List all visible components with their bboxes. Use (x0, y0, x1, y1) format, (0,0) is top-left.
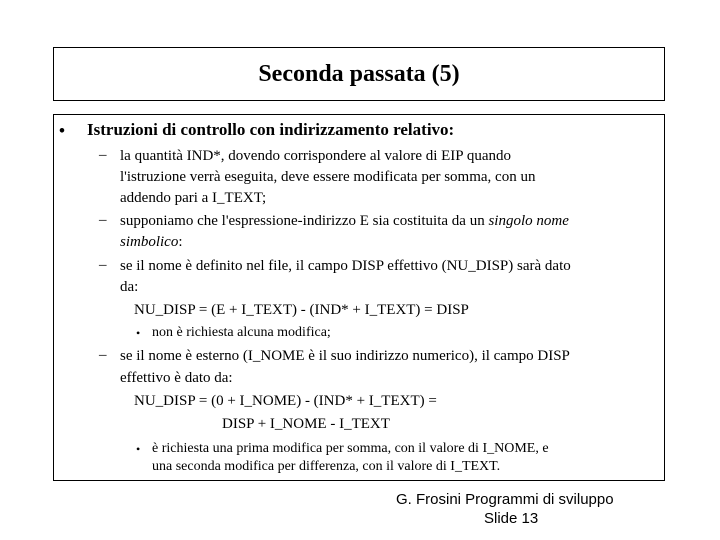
item4-line2: effettivo è dato da: (120, 370, 233, 386)
item3-sub-text: non è richiesta alcuna modifica; (152, 325, 331, 340)
item3-line1: se il nome è definito nel file, il campo DISP effettivo (NU_DISP) sarà dato (120, 258, 571, 274)
slide-title: Seconda passata (5) (258, 60, 460, 87)
title-box (53, 47, 665, 101)
item4-sub-bullet: • (136, 442, 141, 456)
footer-slide-number: Slide 13 (484, 510, 539, 527)
level1-bullet: • (59, 121, 65, 140)
item1-line2: l'istruzione verrà eseguita, deve essere modificata per somma, con un (120, 169, 536, 185)
item4-sub-line1: è richiesta una prima modifica per somma, con il valore di I_NOME, e (152, 441, 549, 456)
item4-sub-line2: una seconda modifica per differenza, con il valore di I_TEXT. (152, 459, 501, 474)
item3-sub-bullet: • (136, 326, 141, 340)
item2-text: supponiamo che l'espressione-indirizzo E sia costituita da un (120, 213, 489, 229)
item3-formula: NU_DISP = (E + I_TEXT) - (IND* + I_TEXT) = DISP (134, 302, 469, 318)
level1-heading: Istruzioni di controllo con indirizzamento relativo: (87, 120, 455, 139)
item3-line2: da: (120, 279, 139, 295)
item2-italic-1: singolo nome (488, 213, 569, 229)
item-dash: – (99, 212, 107, 228)
item4-formula1: NU_DISP = (0 + I_NOME) - (IND* + I_TEXT) = (134, 393, 437, 409)
footer-author: G. Frosini Programmi di sviluppo (396, 491, 614, 508)
item1-line3: addendo pari a I_TEXT; (120, 190, 267, 206)
item4-formula2: DISP + I_NOME - I_TEXT (222, 416, 390, 432)
item-dash: – (99, 347, 107, 363)
item2-line2 (120, 233, 183, 251)
item1-line1: la quantità IND*, dovendo corrispondere al valore di EIP quando (120, 148, 511, 164)
item-dash: – (99, 257, 107, 273)
item2-line1 (120, 212, 569, 230)
item-dash: – (99, 147, 107, 163)
item4-line1: se il nome è esterno (I_NOME è il suo indirizzo numerico), il campo DISP (120, 348, 570, 364)
item2-italic-2: simbolico (120, 234, 179, 250)
item2-colon: : (178, 234, 183, 250)
